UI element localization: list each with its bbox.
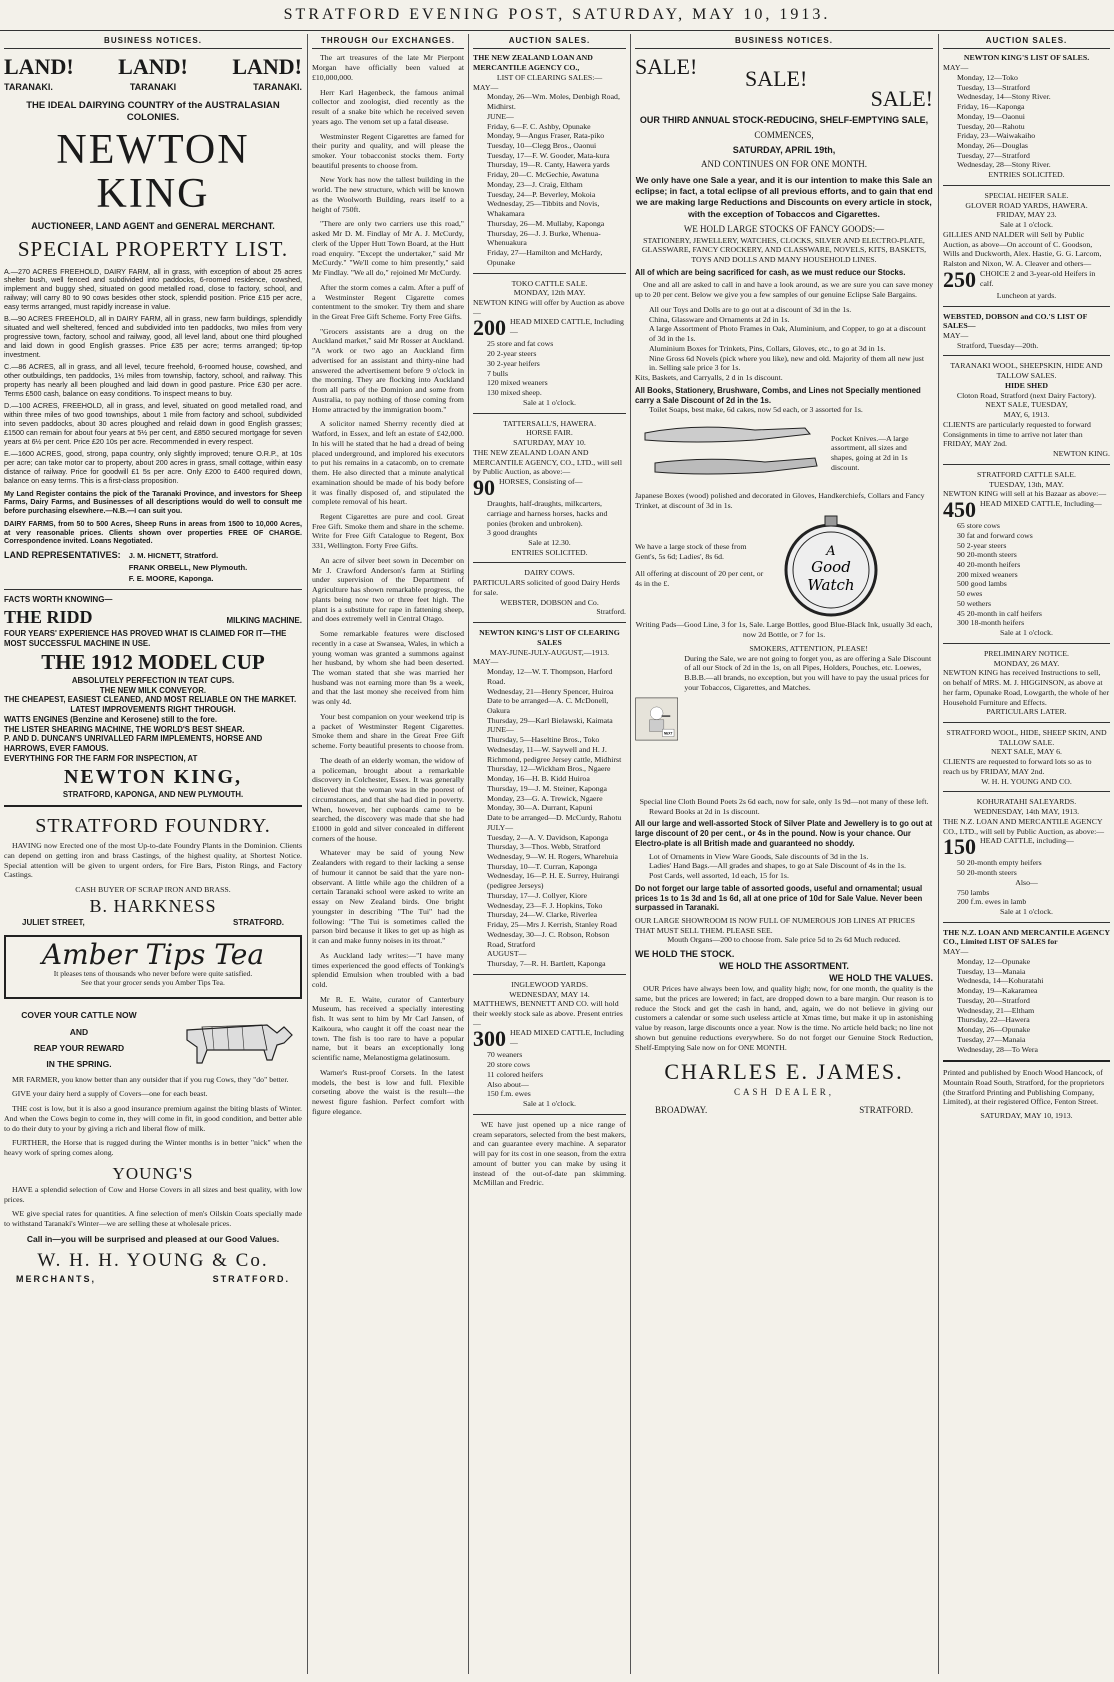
ridd-title: THE RIDD (4, 606, 93, 627)
footer-date: SATURDAY, MAY 10, 1913. (980, 1111, 1073, 1121)
property-lots (4, 268, 302, 486)
list-item: Thursday, 24—W. Clarke, Riverlea (487, 910, 598, 920)
auctioneer-line: AUCTIONEER, LAND AGENT and GENERAL MERCHANT. (31, 220, 275, 231)
model-cup-title: THE 1912 MODEL CUP (41, 649, 265, 674)
list-item: Tuesday, 13—Manaia (957, 966, 1026, 976)
list-item: Monday, 23—J. Craig, Eltham (487, 179, 583, 189)
pocket-knives-ad: Pocket Knives.—A large assortment, all sizes and shapes, going at 2d in 1s discount. (635, 418, 933, 488)
list-item: Thursday, 5—Haseltine Bros., Toko (487, 735, 600, 745)
list-item: 90 20-month steers (957, 550, 1017, 560)
list-item: Monday, 12—Opunake (957, 956, 1031, 966)
list-item: Tuesday, 27—Stratford (957, 150, 1030, 160)
list-item: Friday, 20—C. McGechie, Awatuna (487, 170, 599, 180)
list-item: Friday, 23—Waiwakaiho (957, 131, 1036, 141)
list-item: Friday, 6—F. C. Ashby, Opunake (487, 121, 591, 131)
list-item: Wednesday, 23—F. J. Hopkins, Toko (487, 900, 603, 910)
tea-title: Amber Tips Tea (41, 937, 265, 971)
list-item: Wednesday, 14—Stony River. (957, 92, 1051, 102)
property-lot: D.—100 ACRES, FREEHOLD, all in grass, and level, situated on good metalled road, and within three miles of two good townships, about 1 mile from factory and school, subdivided into seven paddocks, about 30 acres ploughed and relaid down in good English grasses; £1500 can remain for about four years at 5½ per cent, and £850 secured mortgage for seven years at 6½ per cent. Price £20 10s per acre. Recommended in every respect. (4, 401, 302, 446)
whh-young-title: W. H. H. YOUNG & Co. (37, 1249, 269, 1271)
list-item: Monday, 9—Angus Fraser, Rata-piko (487, 131, 605, 141)
list-item: 200 f.m. ewes in lamb (957, 897, 1027, 907)
sale-banner: SALE! SALE! SALE! (635, 54, 933, 112)
list-item: Monday, 19—Kakaramea (957, 986, 1038, 996)
list-item: Tuesday, 20—Rahotu (957, 121, 1025, 131)
list-item: Wednesday, 25—Tibbits and Novis, Whakamara (487, 199, 600, 219)
list-item: Wednesday, 9—W. H. Rogers, Wharehuia (487, 852, 618, 861)
list-item: 120 mixed weaners (487, 378, 548, 388)
list-item: Thursday, 29—Karl Bielawski, Kaimata (487, 715, 613, 725)
list-item: 750 lambs (957, 887, 990, 897)
next-sign-text: NEXT (664, 731, 673, 736)
list-item: Monday, 30—A. Durrant, Kapuni (487, 803, 593, 813)
harkness-name: B. HARKNESS (89, 895, 217, 916)
list-item: 65 store cows (957, 521, 1000, 531)
newton-king-title: NEWTON KING (56, 127, 250, 218)
list-item: Monday, 26—Douglas (957, 141, 1028, 150)
list-item: Thursday, 12—Wickham Bros., Ngaere (487, 764, 611, 774)
list-item: 300 18-month heifers (957, 618, 1025, 628)
list-item: Monday, 26—Opunake (957, 1025, 1031, 1035)
column-header: BUSINESS NOTICES. (4, 36, 302, 49)
list-item: Tuesday, 10—Clegg Bros., Oaonui (487, 141, 597, 150)
list-item: Wednesday, 21—Henry Spencer, Huiroa (487, 686, 614, 696)
column-rule (938, 34, 939, 1674)
pocket-watch-icon (771, 510, 891, 620)
column-rule (468, 34, 469, 1674)
list-item: 70 weaners (487, 1050, 523, 1060)
list-item: Thursday, 19—R. Canty, Hawera yards (487, 160, 610, 170)
nk-clearing-list (473, 667, 626, 969)
list-item: Date to be arranged—D. McCurdy, Rahotu (487, 813, 622, 823)
dairy-farms: DAIRY FARMS, from 50 to 500 Acres, Sheep Runs in areas from 1500 to 10,000 Acres, at very reasonable prices. Clients shown over properties FREE OF CHARGE. Correspondence invited. Loans Negotiated. (4, 518, 302, 546)
list-item: Friday, 27—Hamilton and McHardy, Opunake (487, 248, 603, 267)
list-item: Monday, 19—Oaonui (957, 111, 1025, 121)
land-register: My Land Register contains the pick of the Taranaki Province, and investors for Sheep Farms, Dairy Farms, and Businesses of all descriptions would do well to consult me before purchasing elsewhere.—N.B.—I can suit you. (4, 488, 302, 516)
list-item: Wednesday, 28—Stony River. (957, 160, 1051, 170)
list-item: Thursday, 7—R. H. Bartlett, Kaponga (487, 959, 606, 969)
land-banner: LAND! LAND! LAND! (4, 54, 302, 80)
list-item: 30 fat and forward cows (957, 530, 1033, 540)
list-item: Monday, 16—H. B. Kidd Huiroa (487, 774, 590, 784)
column-auction-sales-right: AUCTION SALES. NEWTON KING'S LIST OF SALES. MAY— Monday, 12—Toko Tuesday, 13—Stratford Wednesday, 14—Stony River. Friday, 16—Kaponga Monday, 19—Oaonui Tuesday, 20—Rahotu Friday, 23—Waiwakaiho Monday, 26—Douglas Tuesday, 27—Stratford Wednesday, 28—Stony River. ENTRIES SOLICITED. SPECIAL HEIFER SALE. GLOVER ROAD YARDS, HAWERA. FRIDAY, MAY 23. Sale at 1 o'clock. GILLIES AND NALDER will Sell by Public Auction, as above—On account of C. Goodson, Wills and Duckworth, Alex. Hastie, G. G. Larcom, Ralston and Nixon, W. A. Cleaver and others— 250 CHOICE 2 and 3-year-old Heifers in calf. Luncheon at yards. WEBSTED, DOBSON and CO.'S LIST OF SALES— MAY— Stratford, Tuesday—20th. TARANAKI WOOL, SHEEPSKIN, HIDE AND TALLOW SALES. HIDE SHED Cloton Road, Stratford (next Dairy Factory). NEXT SALE, TUESDAY, MAY, 6, 1913. CLIENTS are particularly requested to forward Consignments in time to arrive not later than FRIDAY, MAY 2nd. NEWTON KING. STRATFORD CATTLE SALE. TUESDAY, 13th, MAY. NEWTON KING will sell at his Bazaar as above:— 450 HEAD MIXED CATTLE, Including— 65 store cows 30 fat and forward cows 50 2-year steers 90 20-month steers 40 20-month heifers 200 mixed weaners 500 good lambs 50 ewes 50 wethers 45 20-month in calf heifers 300 18-month heifers Sale at 1 o'clock. PRELIMINARY NOTICE. MONDAY, 26 MAY. NEWTON KING has received Instructions to sell, on behalf of MRS. M. J. HIGGINSON, as above at her farm, Opunake Road, Lowgarth, the whole of her Household Furniture and Effects. PARTICULARS LATER. STRATFORD WOOL, HIDE, SHEEP SKIN, AND TALLOW SALE. NEXT SALE, MAY 6. CLIENTS are requested to forward lots so as to reach us by FRIDAY, MAY 2nd. W. H. H. YOUNG AND CO. KOHURATAHI SALEYARDS. WEDNESDAY, 14th MAY, 1913. THE N.Z. LOAN AND MERCANTILE AGENCY CO., LTD., will sell by Public Auction, as above:— 150 HEAD CATTLE, including— 50 20-month empty heifers 50 20-month steers Also— 750 lambs 200 f.m. ewes in lamb Sale at 1 o'clock. THE N.Z. LOAN AND MERCANTILE AGENCY CO., Limited LIST OF SALES for MAY— Monday, 12—Opunake Tuesday, 13—Manaia Wednesda, 14—Kohuratahi Monday, 19—Kakaramea Tuesday, 20—Stratford Wednesday, 21—Eltham Thursday, 22—Hawera Monday, 26—Opunake Tuesday, 27—Manaia Wednesday, 28—To Wera Printed and published by Enoch Wood Hancock, of Mountain Road South, Stratford, for the proprietors (the Stratford Printing and Publishing Company, Limited), at their registered Office, Fenton Street. SATURDAY, MAY 10, 1913. (943, 36, 1110, 1121)
list-item: 130 mixed sheep. (487, 388, 542, 398)
smokers-ad: NEXT SMOKERS, ATTENTION, PLEASE! During the Sale, we are not going to forget you, as are offering a Sale Discount of all our Stock of 2d in the 1s, on all Pipes, Holders, Pouches, etc. Loewes, B.B.B.—all brands, no exception, but you will have to pay the usual prices for your Tobaccos, Cigarettes, and Matches. (635, 644, 933, 794)
property-lot: C.—86 ACRES, all in grass, and all level, tecure freehold, 6-roomed house, cowshed, and other outbuildings, ten paddocks, 1½ miles from township, factory, school, and railway. This property has nearly all been ploughed and laid down in good pasture. Price £30 per acre. Terms £500 cash, balance on easy conditions. To inspect means to buy. (4, 362, 302, 398)
column-exchanges: THROUGH Our EXCHANGES. The art treasures of the late Mr Pierpont Morgan have officially been valued at £10,000,000. Herr Karl Hagenbeck, the famous animal collector and zoologist, died recently as the result of a snake bite which he received seven years ago. The venom set up a fatal disease. Westminster Regent Cigarettes are famed for their purity and quality, and will please the smoker. Your tobacconist stocks them. Forty beautiful presents to choose from. New York has now the tallest building in the world. The new structure, which will be known as the Woolworth Building, rears itself to a height of 750ft. "There are only two carriers use this road," asked Mr D. M. Findlay of Mr A. J. McCurdy, clerk of the Upper Hutt Town Board, at the Hutt road enquiry. "Except the undertaker," said Mr McCurdy." "We'll come to him presently," said Mr Findlay. "We all do," rejoined Mr McCurdy. After the storm comes a calm. After a puff of a Westminster Regent Cigarette comes contentment to the smoker. Try them and share in the Great Free Gift Scheme. Forty Free Gifts. "Grocers assistants are a drug on the Auckland market," said Mr Rosser at Auckland. "A work or two ago an Auckland firm advertised for an assistant and thirty-nine had answered the advertisement before 9 o'clock in the morning. They are flocking into Auckland from all parts of the Dominion and some from Australia, to pay nothing of those coming from Home attracted by the immigration boom." A solicitor named Sherrry recently died at Watford, in Essex, and left an estate of £42,000. In his will he stated that he had a dread of being placed underground, and implored his executors to put his remains in a catacomb, on to cremate them. He also directed that a minute analytical examination should be made of his body before it was finally disposed of, and stipulated the complete removal of his heart. Regent Cigarettes are pure and cool. Great Free Gift. Smoke them and share in the scheme. Write for Free Gift Catalogue to Regent, Box 331, Wellington. Forty Free Gifts. An acre of silver beet sown in December on Mr J. Crawford Anderson's farm at Stirling under supervision of the Department of Agriculture has shown remarkable progress, the plants being now two or three feet high. The plant is a substitute for rape in fattening sheep, and does extremely well in Central Otago. Some remarkable features were disclosed recently in a case at Swansea, Wales, in which a young woman was granted a summons against her husband, by whom she had been deserted. The woman stated that she was married her husband was not earning more than 9s a week, and that the last money she received from him was only 4d. Your best companion on your weekend trip is a packet of Westminster Regent Cigarettes. Smoke them and share in the Great Free Gift scheme. Forty beautiful presents to choose from. The death of an elderly woman, the widow of a policeman, brought about a remarkable discovery in Colchester, Essex. It was generally believed that the woman was in the poorest of circumstances, and that she had died in poverty. When, however, her cupboards came to be searched, the discovery was made that she had £1000 in gold and silver concealed in different corners of the house. Whatever may be said of young New Zealanders with regard to their lacking a sense of humour it cannot be said that the yare non-observant. A little while ago the children of a certain Taranaki school were asked to write an essay on New Zealand birds. One bright youngster in describing "The Tui" had the following: "The Tui is sometimes called the parson bird because it likes to get up as high as it can and make funny noises in its throat." As Auckland lady writes:—"I have many times experienced the good effects of Tonking's splendid Emulsion when troubled with a bad cold. Mr R. E. Waite, curator of Canterbury Museum, has received a specially interesting fish. It was sent to him by Mr Carl Jansen, of Kaikoura, who caught it off the coast near the town. The fish is too rare to have a popular name, but it bears an exceptionally long scientific name, Melanostigma gelatinosum. Warner's Rust-proof Corsets. In the latest models, the best is low and full. Flexible corseting above the waist is the result—the newest figure fashion. Perfect comfort with figure elegance. (312, 36, 464, 1116)
column-header: BUSINESS NOTICES. (635, 36, 933, 49)
list-item: 50 ewes (957, 589, 983, 599)
list-item: 40 20-month heifers (957, 559, 1021, 569)
list-item: JULY— (487, 822, 514, 832)
charles-james-title: CHARLES E. JAMES. (664, 1059, 904, 1085)
column-business-notices-right: BUSINESS NOTICES. SALE! SALE! SALE! OUR THIRD ANNUAL STOCK-REDUCING, SHELF-EMPTYING SALE, COMMENCES, SATURDAY, APRIL 19th, AND CONTINUES ON FOR ONE MONTH. We only have one Sale a year, and it is our intention to make this Sale an eclipse; in fact, a total eclipse of all previous efforts, and to gain that end we are making large Reductions and Discounts on every article in stock, with the exception of Tobaccos and Cigarettes. WE HOLD LARGE STOCKS OF FANCY GOODS:— STATIONERY, JEWELLERY, WATCHES, CLOCKS, SILVER AND ELECTRO-PLATE, GLASSWARE, FANCY CROCKERY, AND CLASSWARE, NOVELS, KITS, BASKETS, TOYS AND DOLLS AND MANY HOUSEHOLD LINES. All of which are being sacrificed for cash, as we must reduce our Stocks. One and all are asked to call in and have a look around, as we are sure you can save money up to 20 per cent. Below we give you a few samples of our genuine Eclipse Sale Bargains. All our Toys and Dolls are to go out at a discount of 3d in the 1s. China, Glassware and Ornaments at 2d in 1s. A large Assortment of Photo Frames in Oak, Aluminium, and Copper, to go at a discount of 3d in the 1s. Aluminium Boxes for Trinkets, Pins, Collars, Gloves, etc., to go at 3d in 1s. Nine Gross 6d Novels (pick where you like), new and old. Majority of them all new just in. Selling sale price 3 for 1s. Kits, Baskets, and Carryalls, 2 d in 1s discount. All Books, Stationery, Brushware, Combs, and Lines not Specially mentioned carry a Sale Discount of 2d in the 1s. Toilet Soaps, best make, 6d cakes, now 5d each, or 3 assorted for 1s. Pocket Knives.—A large assortment, all sizes and shapes, going at 2d in 1s discount. Japanese Boxes (wood) polished and decorated in Gloves, Handkerchiefs, Collars and Fancy Trinket, at discount of 3d in 1s. We have a large stock of these from Gent's, 5s 6d; Ladies', 8s 6d. All offering at discount of 20 per cent, or 4s in the £. A Good Watch Writing Pads—Good Line, 3 for 1s, Sale. Large Bottles, good Blue-Black Ink, usually 3d each, now 2d Bottle, or 7 for 1s. NEXT SMOKERS, ATTENTION, PLEASE! During the Sale, we are not going to forget you, as are offering a Sale Discount of all our Stock of 2d in the 1s, on all Pipes, Holders, Pouches, etc. Loewes, B.B.B.—all brands, no exception, but you will have to pay the usual prices for your Tobaccos, Cigarettes, and Matches. Special line Cloth Bound Poets 2s 6d each, now for sale, only 1s 9d—not many of these left. Reward Books at 2d in 1s discount. All our large and well-assorted Stock of Silver Plate and Jewellery is to go out at large discount of 20 per cent., or 4s in the pound. Now is your chance. Our Electro-plate is all British made and guaranteed no shoddy. Lot of Ornaments in View Ware Goods, Sale discounts of 3d in the 1s. Ladies' Hand Bags.—All grades and shapes, to go at Sale Discount of 4s in the 1s. Post Cards, well assorted, 1d each, 15 for 1s. Do not forget our large table of assorted goods, useful and ornamental; usual prices 1s to 1s 3d and 1s 6d, all at one price of 10d for Sale Value. Never been surpassed in Taranaki. OUR LARGE SHOWROOM IS NOW FULL OF NUMEROUS JOB LINES AT PRICES THAT MUST SELL THEM. PLEASE SEE. Mouth Organs—200 to choose from. Sale price 5d to 2s 6d Much reduced. WE HOLD THE STOCK. WE HOLD THE ASSORTMENT. WE HOLD THE VALUES. OUR Prices have always been low, and quality high; now, for one month, the quality is the same, but the prices are lowered; in fact, are dropped down to a bare margin. Our reason is to reduce the Stock and get the cash in hand, and, again, we do not believe in giving our customers a calendar or some such useless article at Xmas time, but make it up in astonishing value by reason, large discounts once a year. Now is the time. No article held back; no line not shown but genuine reductions everywhere. So do not forget our Genuine Stock Reduction, Shelf-Emptying Sale now on for ONE MONTH. CHARLES E. JAMES. CASH DEALER, BROADWAY. STRATFORD. (635, 36, 933, 1115)
list-item: 150 f.m. ewes (487, 1089, 531, 1099)
amber-tips-tea-ad: Amber Tips Tea It pleases tens of thousands who never before were quite satisfied. See that your grocer sends you Amber Tips Tea. (4, 935, 302, 999)
land-representatives: LAND REPRESENTATIVES: J. M. HICNETT, Stratford. FRANK ORBELL, New Plymouth. F. E. MOORE, Kaponga. (4, 550, 248, 583)
list-item: 200 mixed weaners (957, 569, 1018, 579)
list-item: AUGUST— (487, 949, 527, 959)
watch-text: Good (811, 558, 851, 577)
ideal-dairying: THE IDEAL DAIRYING COUNTRY of the AUSTRALASIAN COLONIES. (26, 99, 280, 124)
list-item: 30 2-year heifers (487, 358, 540, 368)
list-item: Monday, 12—Toko (957, 72, 1018, 82)
stratford-foundry-title: STRATFORD FOUNDRY. (35, 815, 271, 838)
list-item: Wednesday, 21—Eltham (957, 1005, 1035, 1015)
list-item: 50 2-year steers (957, 540, 1007, 550)
column-header: THROUGH Our EXCHANGES. (312, 36, 464, 49)
list-item: Tuesday, 13—Stratford (957, 82, 1030, 92)
column-header: AUCTION SALES. (473, 36, 626, 49)
property-lot: E.—1600 ACRES, good, strong, papa country, only slightly improved; tenure O.R.P., at 10s per acre; can take motor car to property, about 200 acres in grass, small cottage, within easy distance of railway. Price for goodwill £1 5s per acre. Only £200 to £400 required down, balance on easy terms. This is a first-class proposition. (4, 449, 302, 485)
list-item: Thursday, 22—Hawera (957, 1015, 1030, 1025)
list-item: Thursday, 26—M. Mullaby, Kaponga (487, 218, 605, 228)
list-item: Tuesday, 24—P. Beverley, Mokoia (487, 189, 596, 199)
good-watch-ad: We have a large stock of these from Gent's, 5s 6d; Ladies', 8s 6d. All offering at discount of 20 per cent, or 4s in the £. A Good Watch (635, 510, 933, 620)
list-item: Thursday, 17—J. Collyer, Kiore (487, 890, 588, 900)
smoker-illustration-icon (635, 644, 678, 794)
list-item: 50 20-month steers (957, 868, 1017, 878)
cow-icon (172, 1005, 302, 1075)
list-item: 25 store and fat cows (487, 339, 554, 349)
list-item: Friday, 25—Mrs J. Kerrish, Stanley Road (487, 920, 617, 930)
imprint: Printed and published by Enoch Wood Hancock, of Mountain Road South, Stratford, for the proprietors (the Stratford Printing and Publishing Company, Limited), at their registered Office, Fenton Street. (943, 1068, 1105, 1107)
list-item: Wednesday, 28—To Wera (957, 1044, 1038, 1054)
column-auction-sales-left: AUCTION SALES. THE NEW ZEALAND LOAN AND MERCANTILE AGENCY CO., LIST OF CLEARING SALES:— MAY— Monday, 26—Wm. Moles, Denbigh Road, Midhirst. JUNE— Friday, 6—F. C. Ashby, Opunake Monday, 9—Angus Fraser, Rata-piko Tuesday, 10—Clegg Bros., Oaonui Tuesday, 17—F. W. Gooder, Mata-kura Thursday, 19—R. Canty, Hawera yards Friday, 20—C. McGechie, Awatuna Monday, 23—J. Craig, Eltham Tuesday, 24—P. Beverley, Mokoia Wednesday, 25—Tibbits and Novis, Whakamara Thursday, 26—M. Mullaby, Kaponga Thursday, 26—J. J. Burke, Whenua-Whenuakura Friday, 27—Hamilton and McHardy, Opunake TOKO CATTLE SALE. MONDAY, 12th MAY. NEWTON KING will offer by Auction as above— 200 HEAD MIXED CATTLE, Including— 25 store and fat cows 20 2-year steers 30 2-year heifers 7 bulls 120 mixed weaners 130 mixed sheep. Sale at 1 o'clock. TATTERSALL'S, HAWERA. HORSE FAIR. SATURDAY, MAY 10. THE NEW ZEALAND LOAN AND MERCANTILE AGENCY, CO., LTD., will sell by Public Auction, as above:— 90 HORSES, Consisting of— Draughts, half-draughts, milkcarters, carriage and harness horses, hacks and ponies (broken and unbroken). 3 good draughts Sale at 12.30. ENTRIES SOLICITED. DAIRY COWS. PARTICULARS solicited of good Dairy Herds for sale. WEBSTER, DOBSON and Co. Stratford. NEWTON KING'S LIST OF CLEARING SALES MAY-JUNE-JULY-AUGUST,—1913. MAY— Monday, 12—W. T. Thompson, Harford Road. Wednesday, 21—Henry Spencer, Huiroa Date to be arranged—A. C. McDonell, Oakura Thursday, 29—Karl Bielawski, Kaimata JUNE— Thursday, 5—Haseltine Bros., Toko Wednesday, 11—W. Saywell and H. J. Richmond, pedigree Jersey cattle, Midhirst Thursday, 12—Wickham Bros., Ngaere Monday, 16—H. B. Kidd Huiroa Thursday, 19—J. M. Steiner, Kaponga Monday, 23—G. A. Trewick, Ngaere Monday, 30—A. Durrant, Kapuni Date to be arranged—D. McCurdy, Rahotu JULY— Tuesday, 2—A. V. Davidson, Kaponga Thursday, 3—Thos. Webb, Stratford Wednesday, 9—W. H. Rogers, Wharehuia Thursday, 10—T. Curran, Kaponga Wednesday, 16—P. H. E. Surrey, Huirangi (pedigree Jerseys) Thursday, 17—J. Collyer, Kiore Wednesday, 23—F. J. Hopkins, Toko Thursday, 24—W. Clarke, Riverlea Friday, 25—Mrs J. Kerrish, Stanley Road Wednesday, 30—J. C. Robson, Robson Road, Stratford AUGUST— Thursday, 7—R. H. Bartlett, Kaponga INGLEWOOD YARDS. WEDNESDAY, MAY 14. MATTHEWS, BENNETT AND CO. will hold their weekly stock sale as above. Present entries— 300 HEAD MIXED CATTLE, Including— 70 weaners 20 store cows 11 colored heifers Also about— 150 f.m. ewes Sale at 1 o'clock. WE have just opened up a nice range of cream separators, selected from the best makers, and can guarantee every machine. A separator will pay for its cost in one season, from the extra amount of butter you can make by using it instead of the out-of-date pan skimming. McMillan and Fredric. (473, 36, 626, 1188)
list-item: 500 good lambs (957, 579, 1007, 589)
list-item: Also about— (487, 1079, 529, 1089)
list-item: Wednesday, 11—W. Saywell and H. J. Richmond, pedigree Jersey cattle, Midhirst (487, 744, 622, 764)
watch-text: A (826, 544, 836, 560)
list-item: Tuesday, 2—A. V. Davidson, Kaponga (487, 832, 609, 842)
list-item: Thursday, 26—J. J. Burke, Whenua-Whenuakura (487, 228, 601, 248)
column-rule (630, 34, 631, 1674)
list-item: JUNE— (487, 111, 514, 121)
list-item: 11 colored heifers (487, 1069, 543, 1079)
list-item: JUNE— (487, 725, 514, 735)
list-item: 45 20-month in calf heifers (957, 608, 1042, 618)
list-item: Date to be arranged—A. C. McDonell, Oakura (487, 696, 609, 715)
list-item: 50 wethers (957, 598, 991, 608)
property-lot: B.—90 ACRES FREEHOLD, all in DAIRY FARM, all in grass, new farm buildings, splendidly situated and well sheltered, fenced and subdivided into ten paddocks, two miles from very progressive town, factory, school and railway, good, all level land, about one third ploughed and laid down in good English grasses. Price £35 per acre; terms arranged; tip-top investment. (4, 314, 302, 359)
list-item: Thursday, 10—T. Curran, Kaponga (487, 861, 598, 871)
list-item: Monday, 26—Wm. Moles, Denbigh Road, Midhirst. (487, 92, 620, 112)
property-lot: A.—270 ACRES FREEHOLD, DAIRY FARM, all in grass, with exception of about 25 acres shelter bush, well fenced and subdivided into paddocks, 6-roomed residence, cowshed, implement and buggy shed, situated on good metalled road, close to factory, school, and railway; will carry 80 to 90 cows besides other stock, splendid position. Price £15 per acre, easy terms arranged, must rapidly increase in value. (4, 266, 302, 311)
masthead: STRATFORD EVENING POST, SATURDAY, MAY 10, 1913. (0, 0, 1114, 31)
special-property-list: SPECIAL PROPERTY LIST. (17, 237, 289, 262)
list-item: Thursday, 3—Thos. Webb, Stratford (487, 842, 601, 852)
pocket-knife-icon (635, 418, 825, 488)
list-item: Monday, 23—G. A. Trewick, Ngaere (487, 793, 603, 803)
column-rule (307, 34, 308, 1674)
list-item: 20 store cows (487, 1060, 530, 1070)
facts-heading: FACTS WORTH KNOWING— (4, 595, 113, 605)
column-header: AUCTION SALES. (943, 36, 1110, 49)
list-item: Wednesday, 30—J. C. Robson, Robson Road, Stratford (487, 929, 610, 949)
cattle-cover-ad: COVER YOUR CATTLE NOW AND REAP YOUR REWARD IN THE SPRING. (4, 1005, 302, 1075)
list-item: Wednesda, 14—Kohuratahi (957, 976, 1044, 986)
nk-sales-list (943, 73, 1110, 170)
list-item: Monday, 12—W. T. Thompson, Harford Road. (487, 667, 613, 686)
column-business-notices-left: BUSINESS NOTICES. LAND! LAND! LAND! TARANAKI. TARANAKI TARANAKI. THE IDEAL DAIRYING COUNTRY of the AUSTRALASIAN COLONIES. NEWTON KING AUCTIONEER, LAND AGENT and GENERAL MERCHANT. SPECIAL PROPERTY LIST. A.—270 ACRES FREEHOLD, DAIRY FARM, all in grass, with exception of about 25 acres shelter bush, well fenced and subdivided into paddocks, 6-roomed residence, cowshed, implement and buggy shed, situated on good metalled road, close to factory, school, and railway; will carry 80 to 90 cows besides other stock, splendid position. Price £15 per acre, easy terms arranged, must rapidly increase in value. B.—90 ACRES FREEHOLD, all in DAIRY FARM, all in grass, new farm buildings, splendidly situated and well sheltered, fenced and subdivided into ten paddocks, two miles from very progressive town, factory, school and railway, good, all level land, about one third ploughed and laid down in good English grasses. Price £35 per acre; terms arranged; tip-top investment. C.—86 ACRES, all in grass, and all level, tecure freehold, 6-roomed house, cowshed, and other outbuildings, ten paddocks, 1½ miles from township, factory, school, and railway. This property has nearly all been ploughed and laid down in good pasture. Price £30 per acre. Terms £500 cash, balance on easy conditions. To inspect means to buy. D.—100 ACRES, FREEHOLD, all in grass, and level, situated on good metalled road, and within three miles of two good townships, about 1 mile from factory and school, subdivided into seven paddocks, about 30 acres ploughed and relaid down in good English grasses; £1500 can remain for about four years at 5½ per cent, and £850 secured mortgage for seven years at 6½ per cent. Price £20 10s per acre. Recommended in every respect. E.—1600 ACRES, good, strong, papa country, only slightly improved; tenure O.R.P., at 10s per acre; can take motor car to property, about 200 acres in grass, small cottage, within easy distance of railway. Price for goodwill £1 5s per acre. Only £200 to £400 required down, balance on easy terms. This is a first-class proposition. My Land Register contains the pick of the Taranaki Province, and investors for Sheep Farms, Dairy Farms, and Businesses of all descriptions would do well to consult me before purchasing elsewhere.—N.B.—I can suit you. DAIRY FARMS, from 50 to 500 Acres, Sheep Runs in areas from 1500 to 10,000 Acres, at very reasonable prices. Clients shown over properties FREE OF CHARGE. Correspondence invited. Loans Negotiated. LAND REPRESENTATIVES: J. M. HICNETT, Stratford. FRANK ORBELL, New Plymouth. F. E. MOORE, Kaponga. FACTS WORTH KNOWING— THE RIDD MILKING MACHINE. FOUR YEARS' EXPERIENCE HAS PROVED WHAT IS CLAIMED FOR IT—THE MOST SUCCESSFUL MACHINE IN USE. THE 1912 MODEL CUP ABSOLUTELY PERFECTION IN TEAT CUPS. THE NEW MILK CONVEYOR. THE CHEAPEST, EASIEST CLEANED, AND MOST RELIABLE ON THE MARKET. LATEST IMPROVEMENTS RIGHT THROUGH. WATTS ENGINES (Benzine and Kerosene) still to the fore. THE LISTER SHEARING MACHINE, THE WORLD'S BEST SHEAR. P. AND D. DUNCAN'S UNRIVALLED FARM IMPLEMENTS, HORSE AND HARROWS, EVER FAMOUS. EVERYTHING FOR THE FARM FOR INSPECTION, AT NEWTON KING, STRATFORD, KAPONGA, AND NEW PLYMOUTH. STRATFORD FOUNDRY. HAVING now Erected one of the most Up-to-date Foundry Plants in the Dominion. Clients can depend on getting iron and brass Castings, of the highest quality, at Shortest Notice. Special attention will be given to urgent orders, for Fire Bars, Piston Rings, and Factory Castings. CASH BUYER OF SCRAP IRON AND BRASS. B. HARKNESS JULIET STREET, STRATFORD. Amber Tips Tea It pleases tens of thousands who never before were quite satisfied. See that your grocer sends you Amber Tips Tea. COVER YOUR CATTLE NOW AND REAP YOUR REWARD IN THE SPRING. MR FARMER, you know better than any outsider that if you rug Cows, they "do" better. GIVE your dairy herd a supply of Covers—one for each beast. THE cost is low, but it is also a good insurance premium against the biting blasts of Winter. And when the Cows begin to come in, they will come in fit, in good condition, and better able to do their duty to your by giving a rich and liberal flow of milk. FURTHER, the Horse that is rugged during the Winter months is in better "nick" when the heavy work of spring comes along. YOUNG'S HAVE a splendid selection of Cow and Horse Covers in all sizes and best quality, with low prices. WE give special rates for quantities. A fine selection of men's Oilskin Coats specially made to withstand Taranaki's Winter—we are selling these at wholesale prices. Call in—you will be surprised and pleased at our Good Values. W. H. H. YOUNG & Co. MERCHANTS, STRATFORD. (4, 36, 302, 1284)
list-item: Tuesday, 17—F. W. Gooder, Mata-kura (487, 150, 610, 160)
list-item: 20 2-year steers (487, 349, 537, 359)
list-item: Friday, 16—Kaponga (957, 102, 1025, 112)
taranaki-row: TARANAKI. TARANAKI TARANAKI. (4, 81, 302, 92)
youngs-title: YOUNG'S (112, 1163, 194, 1183)
list-item: Tuesday, 20—Stratford (957, 995, 1030, 1005)
list-item: 7 bulls (487, 368, 509, 378)
list-item: Tuesday, 27—Manaia (957, 1034, 1026, 1044)
list-item: Thursday, 19—J. M. Steiner, Kaponga (487, 783, 608, 793)
list-item: 50 20-month empty heifers (957, 858, 1042, 868)
newton-king-small: NEWTON KING, (63, 765, 243, 788)
watch-text: Watch (807, 576, 855, 595)
list-item: Wednesday, 16—P. H. E. Surrey, Huirangi (pedigree Jerseys) (487, 871, 620, 891)
clearing-sales-list (473, 92, 626, 267)
